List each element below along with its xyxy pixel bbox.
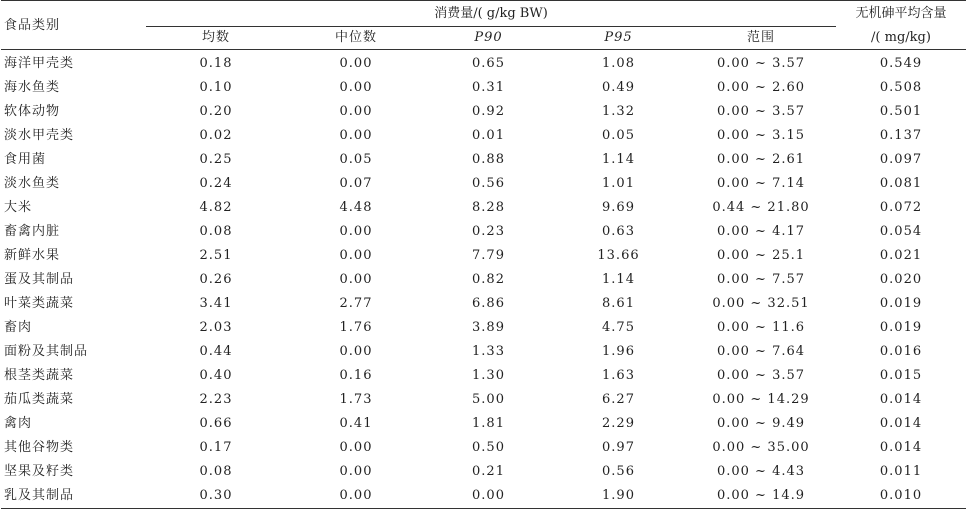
cell-range: 0.00 ~ 7.14 — [716, 176, 806, 191]
table-row — [1, 220, 966, 244]
table-row — [1, 316, 966, 340]
cell-range: 0.00 ~ 14.9 — [716, 488, 806, 503]
cell-mean: 0.08 — [199, 464, 233, 479]
cell-p95: 1.14 — [602, 272, 635, 287]
cell-mean: 0.66 — [199, 416, 233, 431]
cell-range: 0.00 ~ 3.57 — [716, 104, 806, 119]
cell-food-category: 乳及其制品 — [4, 488, 75, 503]
cell-mean: 0.30 — [199, 488, 233, 503]
cell-arsenic-content: 0.137 — [879, 128, 923, 143]
table-row — [1, 76, 966, 100]
cell-median: 0.00 — [339, 272, 373, 287]
cell-arsenic-content: 0.014 — [879, 440, 923, 455]
cell-median: 4.48 — [339, 200, 373, 215]
cell-mean: 2.03 — [199, 320, 233, 335]
cell-p90: 1.30 — [472, 368, 505, 383]
cell-p90: 5.00 — [472, 392, 505, 407]
cell-p95: 9.69 — [602, 200, 635, 215]
table-header — [1, 1, 966, 50]
cell-mean: 0.17 — [199, 440, 233, 455]
cell-mean: 0.02 — [199, 128, 233, 143]
header-arsenic-line2: /( mg/kg) — [836, 27, 966, 50]
header-p95: P95 — [551, 27, 686, 50]
table-row — [1, 196, 966, 220]
cell-p90: 0.21 — [472, 464, 505, 479]
cell-arsenic-content: 0.501 — [879, 104, 923, 119]
cell-p90: 0.50 — [472, 440, 505, 455]
cell-p90: 3.89 — [472, 320, 505, 335]
cell-arsenic-content: 0.019 — [879, 320, 923, 335]
cell-p95: 1.90 — [602, 488, 635, 503]
cell-food-category: 淡水鱼类 — [4, 176, 61, 191]
cell-food-category: 叶菜类蔬菜 — [4, 296, 75, 311]
cell-arsenic-content: 0.019 — [879, 296, 923, 311]
cell-mean: 0.40 — [199, 368, 233, 383]
cell-p90: 6.86 — [472, 296, 505, 311]
cell-arsenic-content: 0.014 — [879, 392, 923, 407]
cell-range: 0.00 ~ 4.43 — [716, 464, 806, 479]
cell-range: 0.00 ~ 2.60 — [716, 80, 806, 95]
cell-median: 0.07 — [339, 176, 373, 191]
cell-mean: 0.25 — [199, 152, 233, 167]
cell-median: 0.00 — [339, 224, 373, 239]
header-food-category: 食品类别 — [1, 1, 146, 50]
table-row — [1, 244, 966, 268]
cell-mean: 0.18 — [199, 56, 233, 71]
cell-p95: 1.63 — [602, 368, 635, 383]
cell-food-category: 海洋甲壳类 — [4, 56, 75, 71]
table-row — [1, 388, 966, 412]
cell-median: 0.00 — [339, 464, 373, 479]
cell-arsenic-content: 0.015 — [879, 368, 923, 383]
cell-food-category: 根茎类蔬菜 — [4, 368, 75, 383]
header-median: 中位数 — [286, 27, 426, 50]
table-container — [1, 0, 966, 507]
table-row — [1, 484, 966, 509]
cell-p90: 0.01 — [472, 128, 505, 143]
cell-p95: 0.56 — [602, 464, 635, 479]
cell-p90: 0.92 — [472, 104, 505, 119]
cell-food-category: 新鲜水果 — [4, 248, 61, 263]
table-row — [1, 124, 966, 148]
cell-arsenic-content: 0.081 — [879, 176, 923, 191]
cell-food-category: 海水鱼类 — [4, 80, 61, 95]
cell-food-category: 其他谷物类 — [4, 440, 75, 455]
cell-mean: 2.51 — [199, 248, 233, 263]
cell-median: 0.05 — [339, 152, 373, 167]
cell-range: 0.00 ~ 35.00 — [712, 440, 810, 455]
cell-food-category: 食用菌 — [4, 152, 47, 167]
cell-range: 0.00 ~ 3.57 — [716, 368, 806, 383]
table-row — [1, 50, 966, 77]
cell-food-category: 软体动物 — [4, 104, 61, 119]
table-body — [1, 50, 966, 509]
cell-p95: 0.97 — [602, 440, 635, 455]
cell-food-category: 茄瓜类蔬菜 — [4, 392, 75, 407]
cell-p90: 0.82 — [472, 272, 505, 287]
cell-median: 0.00 — [339, 56, 373, 71]
table-row — [1, 412, 966, 436]
cell-mean: 0.08 — [199, 224, 233, 239]
cell-mean: 2.23 — [199, 392, 233, 407]
table-row — [1, 364, 966, 388]
table-row — [1, 148, 966, 172]
cell-food-category: 面粉及其制品 — [4, 344, 89, 359]
cell-p90: 0.23 — [472, 224, 505, 239]
cell-p90: 7.79 — [472, 248, 505, 263]
cell-median: 0.00 — [339, 80, 373, 95]
cell-range: 0.00 ~ 4.17 — [716, 224, 806, 239]
cell-p90: 0.31 — [472, 80, 505, 95]
cell-mean: 0.24 — [199, 176, 233, 191]
table-row — [1, 172, 966, 196]
cell-median: 0.16 — [339, 368, 373, 383]
cell-arsenic-content: 0.054 — [879, 224, 923, 239]
cell-arsenic-content: 0.011 — [879, 464, 923, 479]
table-row — [1, 100, 966, 124]
header-p90: P90 — [426, 27, 551, 50]
cell-p90: 8.28 — [472, 200, 505, 215]
cell-p95: 1.14 — [602, 152, 635, 167]
cell-median: 0.00 — [339, 248, 373, 263]
cell-mean: 0.44 — [199, 344, 233, 359]
cell-p90: 0.00 — [472, 488, 505, 503]
header-consumption-group: 消费量/( g/kg BW) — [146, 1, 836, 27]
cell-median: 0.00 — [339, 128, 373, 143]
cell-arsenic-content: 0.097 — [879, 152, 923, 167]
cell-median: 0.41 — [339, 416, 373, 431]
cell-p90: 0.88 — [472, 152, 505, 167]
cell-range: 0.00 ~ 14.29 — [712, 392, 810, 407]
cell-arsenic-content: 0.020 — [879, 272, 923, 287]
cell-p95: 1.01 — [602, 176, 635, 191]
table-row — [1, 268, 966, 292]
cell-arsenic-content: 0.014 — [879, 416, 923, 431]
cell-p95: 6.27 — [602, 392, 635, 407]
cell-p95: 13.66 — [597, 248, 640, 263]
header-range: 范围 — [686, 27, 836, 50]
table-row — [1, 340, 966, 364]
cell-arsenic-content: 0.072 — [879, 200, 923, 215]
cell-p90: 0.56 — [472, 176, 505, 191]
cell-food-category: 畜禽内脏 — [4, 224, 61, 239]
cell-p95: 0.49 — [602, 80, 635, 95]
cell-mean: 0.20 — [199, 104, 233, 119]
cell-arsenic-content: 0.508 — [879, 80, 923, 95]
cell-arsenic-content: 0.021 — [879, 248, 923, 263]
cell-median: 2.77 — [339, 296, 373, 311]
cell-p95: 0.05 — [602, 128, 635, 143]
cell-arsenic-content: 0.010 — [879, 488, 923, 503]
cell-p95: 1.08 — [602, 56, 635, 71]
cell-range: 0.00 ~ 25.1 — [716, 248, 806, 263]
cell-p95: 0.63 — [602, 224, 635, 239]
cell-food-category: 大米 — [4, 200, 33, 215]
cell-mean: 4.82 — [199, 200, 233, 215]
cell-mean: 0.10 — [199, 80, 233, 95]
cell-median: 0.00 — [339, 344, 373, 359]
table-row — [1, 292, 966, 316]
cell-food-category: 畜肉 — [4, 320, 33, 335]
cell-range: 0.00 ~ 2.61 — [716, 152, 806, 167]
cell-range: 0.00 ~ 7.57 — [716, 272, 806, 287]
cell-food-category: 蛋及其制品 — [4, 272, 75, 287]
cell-arsenic-content: 0.549 — [879, 56, 923, 71]
header-mean: 均数 — [146, 27, 286, 50]
cell-p90: 1.81 — [472, 416, 505, 431]
cell-range: 0.00 ~ 11.6 — [716, 320, 806, 335]
cell-p90: 0.65 — [472, 56, 505, 71]
header-arsenic-line1: 无机砷平均含量 — [855, 6, 947, 22]
cell-range: 0.44 ~ 21.80 — [712, 200, 810, 215]
cell-median: 0.00 — [339, 104, 373, 119]
cell-range: 0.00 ~ 3.15 — [716, 128, 806, 143]
cell-mean: 0.26 — [199, 272, 233, 287]
cell-p95: 2.29 — [602, 416, 635, 431]
cell-range: 0.00 ~ 3.57 — [716, 56, 806, 71]
cell-food-category: 坚果及籽类 — [4, 464, 75, 479]
cell-p95: 4.75 — [602, 320, 635, 335]
cell-median: 0.00 — [339, 440, 373, 455]
cell-median: 1.76 — [339, 320, 373, 335]
cell-median: 1.73 — [339, 392, 373, 407]
cell-range: 0.00 ~ 9.49 — [716, 416, 806, 431]
food-consumption-table — [1, 0, 966, 509]
table-row — [1, 436, 966, 460]
cell-p95: 1.96 — [602, 344, 635, 359]
cell-food-category: 禽肉 — [4, 416, 33, 431]
table-row — [1, 460, 966, 484]
cell-range: 0.00 ~ 7.64 — [716, 344, 806, 359]
cell-range: 0.00 ~ 32.51 — [712, 296, 810, 311]
cell-median: 0.00 — [339, 488, 373, 503]
cell-p90: 1.33 — [472, 344, 505, 359]
cell-p95: 8.61 — [602, 296, 635, 311]
cell-food-category: 淡水甲壳类 — [4, 128, 75, 143]
cell-mean: 3.41 — [199, 296, 233, 311]
cell-p95: 1.32 — [602, 104, 635, 119]
cell-arsenic-content: 0.016 — [879, 344, 923, 359]
